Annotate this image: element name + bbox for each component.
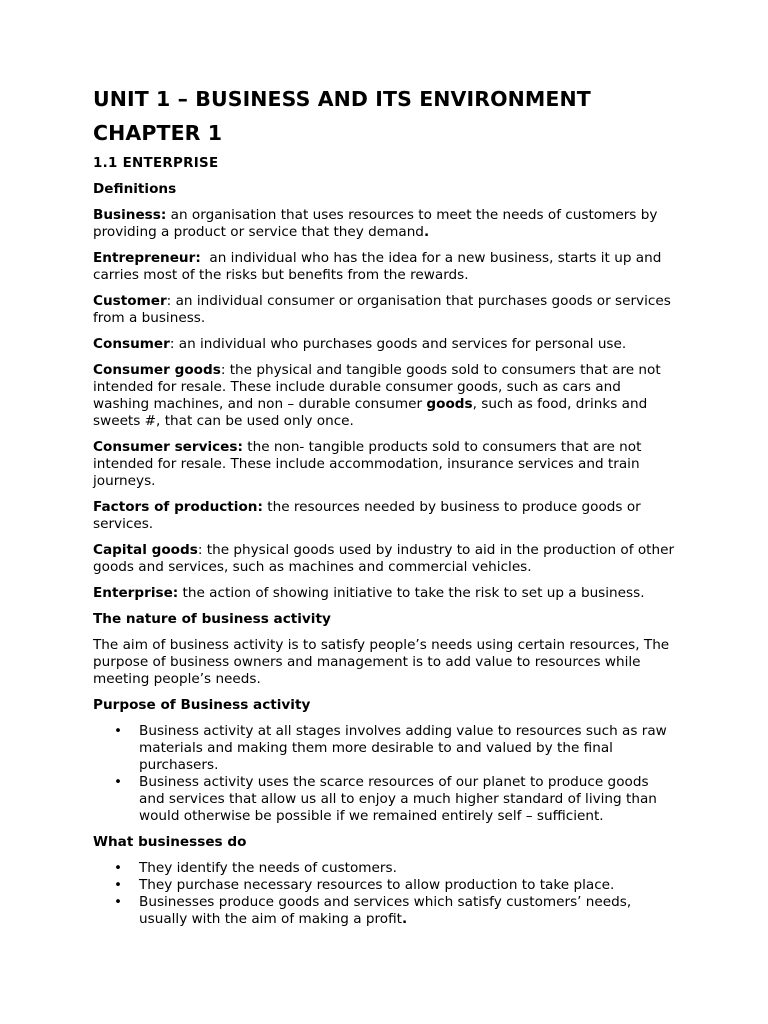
list-item — [93, 860, 678, 877]
definition-term: Consumer — [93, 336, 170, 352]
list-item — [93, 723, 678, 774]
definition-term: Enterprise: — [93, 585, 179, 601]
section-heading: 1.1 ENTERPRISE — [93, 156, 219, 171]
list-item-text: Business activity uses the scarce resources of our planet to produce goods and services that allow us all to enjoy a much higher standard of living than would otherwise be possible if we remained entirely self – sufficient. — [139, 774, 657, 824]
definition-business — [93, 207, 678, 241]
purpose-bullet-list — [93, 723, 678, 825]
list-item-text: Businesses produce goods and services which satisfy customers’ needs, usually with the aim of making a profit — [139, 894, 632, 927]
definition-term: Factors of production: — [93, 499, 263, 515]
what-bullet-list — [93, 860, 678, 928]
list-item-text: They purchase necessary resources to allow production to take place. — [139, 877, 615, 893]
definition-text: the action of showing initiative to take the risk to set up a business. — [178, 585, 645, 601]
definition-text: the resources needed by business to produce goods or services. — [93, 499, 641, 532]
definition-mid-bold: goods — [426, 396, 473, 412]
definition-text-continued: , such as food, drinks and sweets #, that can be used only once. — [93, 396, 648, 429]
definition-factors-of-production — [93, 499, 678, 533]
definition-text: : the physical and tangible goods sold to consumers that are not intended for resale. These include durable consumer goods, such as cars and washing machines, and non – durable consumer — [93, 362, 661, 412]
what-businesses-do-heading: What businesses do — [93, 834, 247, 850]
definition-text: : an individual consumer or organisation that purchases goods or services from a business. — [93, 293, 671, 326]
definition-entrepreneur — [93, 250, 678, 284]
nature-heading: The nature of business activity — [93, 611, 331, 627]
definition-customer — [93, 293, 678, 327]
list-item — [93, 877, 678, 894]
definition-text: an individual who has the idea for a new business, starts it up and carries most of the risks but benefits from the rewards. — [93, 250, 666, 283]
definition-text: an organisation that uses resources to meet the needs of customers by providing a product or service that they demand — [93, 207, 658, 240]
definition-consumer-services — [93, 439, 678, 490]
definition-enterprise — [93, 585, 678, 602]
definition-consumer-goods — [93, 362, 678, 430]
bullet-icon: • — [114, 894, 123, 910]
definition-text: the non- tangible products sold to consumers that are not intended for resale. These include accommodation, insurance services and train journeys. — [93, 439, 642, 489]
definition-term: Customer — [93, 293, 167, 309]
list-item-text: They identify the needs of customers. — [139, 860, 397, 876]
list-item — [93, 774, 678, 825]
purpose-heading: Purpose of Business activity — [93, 697, 311, 713]
definitions-heading: Definitions — [93, 181, 177, 197]
definition-tail: . — [423, 224, 430, 240]
list-item-tail: . — [402, 911, 408, 927]
definition-term: Consumer services: — [93, 439, 243, 455]
bullet-icon: • — [114, 774, 123, 790]
definition-term: Business: — [93, 207, 167, 223]
bullet-icon: • — [114, 723, 123, 739]
definition-term: Entrepreneur: — [93, 250, 201, 266]
definition-text: : an individual who purchases goods and services for personal use. — [169, 336, 627, 352]
document-title: UNIT 1 – BUSINESS AND ITS ENVIRONMENT — [93, 87, 591, 111]
definition-capital-goods — [93, 542, 678, 576]
definition-term: Capital goods — [93, 542, 198, 558]
definition-term: Consumer goods — [93, 362, 221, 378]
nature-paragraph: The aim of business activity is to satisfy people’s needs using certain resources, The purpose of business owners and management is to add value to resources while meeting people’s needs. — [93, 637, 670, 687]
bullet-icon: • — [114, 860, 123, 876]
list-item-text: Business activity at all stages involves adding value to resources such as raw materials and making them more desirable to and valued by the final purchasers. — [139, 723, 667, 773]
bullet-icon: • — [114, 877, 123, 893]
list-item — [93, 894, 678, 928]
definition-consumer — [93, 336, 678, 353]
chapter-heading: CHAPTER 1 — [93, 121, 223, 145]
definition-text: : the physical goods used by industry to aid in the production of other goods and services, such as machines and commercial vehicles. — [93, 542, 675, 575]
